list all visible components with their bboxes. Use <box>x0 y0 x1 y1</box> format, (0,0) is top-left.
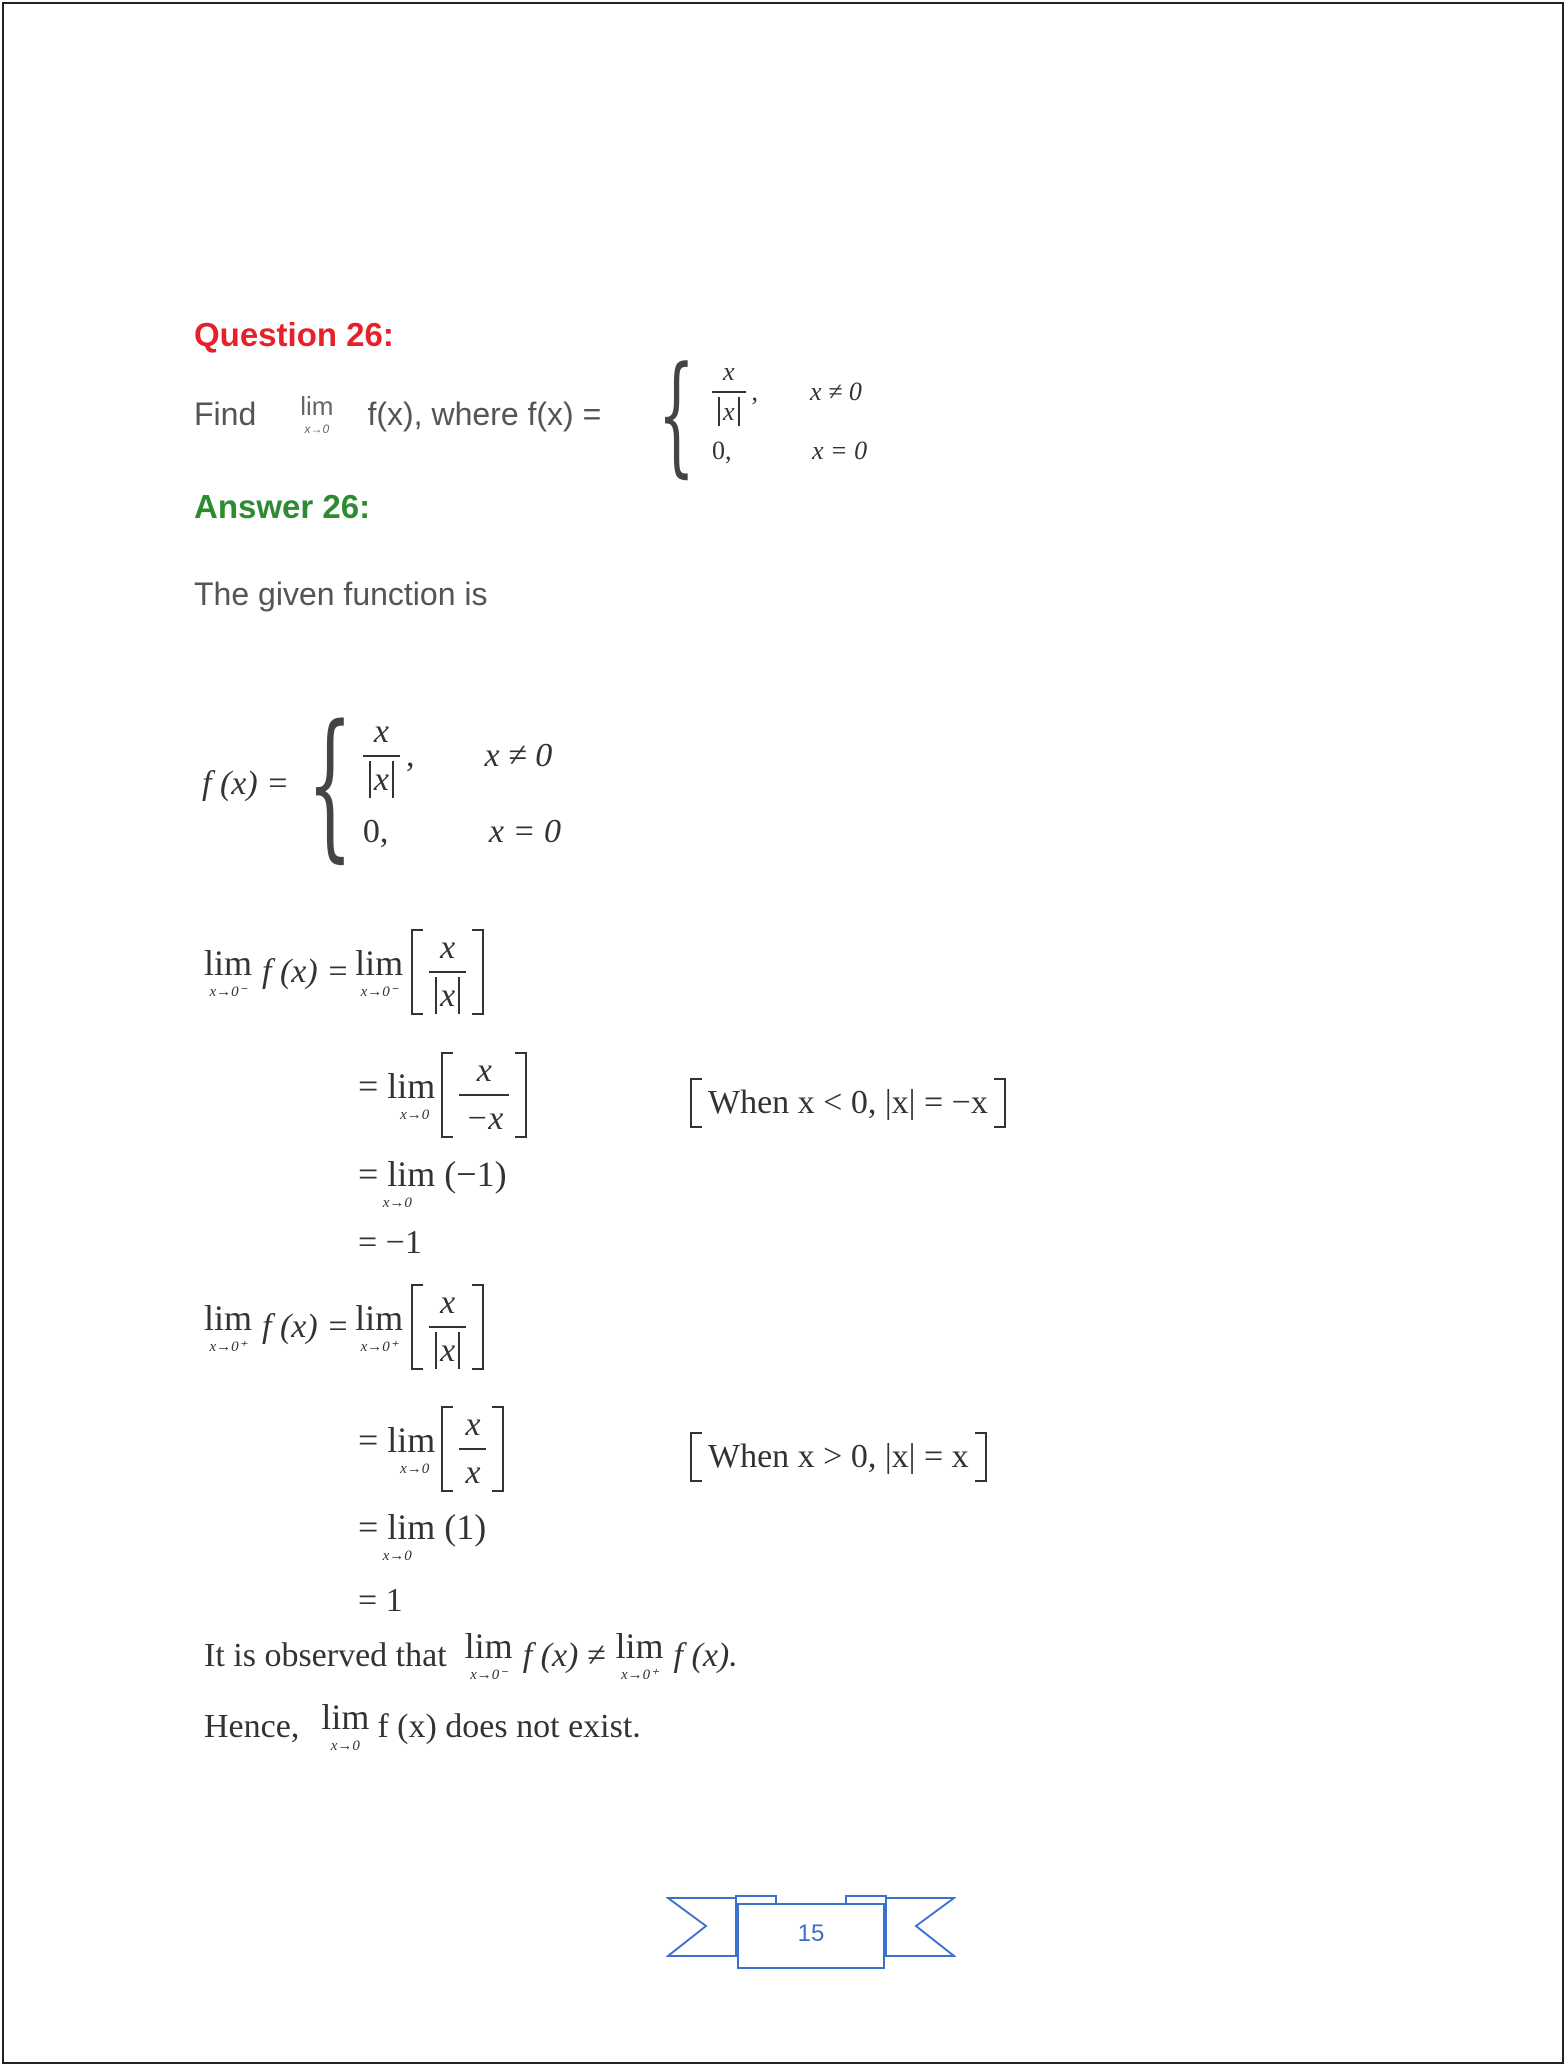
cases-rows <box>363 708 561 860</box>
fraction-numerator: x <box>465 1406 481 1443</box>
lim-word: lim <box>204 1297 253 1338</box>
lim-word: lim <box>300 391 334 421</box>
page-number: 15 <box>797 1920 825 1947</box>
left-brace: { <box>658 338 696 490</box>
fraction-denominator: x <box>459 1448 486 1492</box>
right-limit-line-1 <box>204 1284 484 1370</box>
function-definition-text: f(x), where f(x) = <box>367 395 602 432</box>
absolute-value: x <box>435 1332 460 1369</box>
lim-word: = lim <box>358 1065 436 1106</box>
lim-subscript: x→0 <box>304 422 330 436</box>
case-row-1: $\frac{x}{x}$ , x ≠ 0 <box>363 708 561 804</box>
fraction-denominator <box>363 755 400 799</box>
left-brace: { <box>307 690 353 877</box>
lim-subscript: x→0 <box>330 1738 360 1754</box>
page-number-ribbon <box>666 1886 956 1972</box>
right-limit-lhs <box>204 1297 253 1355</box>
fraction-denominator <box>429 1326 466 1370</box>
fraction <box>459 1406 486 1492</box>
lim-subscript: x→0⁻ <box>470 1667 508 1683</box>
observation-limit-left <box>465 1628 513 1683</box>
fraction-numerator: x <box>373 713 390 750</box>
lim-word: lim <box>464 1626 513 1666</box>
left-limit-note <box>690 1078 1006 1128</box>
question-piecewise <box>635 338 868 490</box>
lim-subscript: x→0⁺ <box>621 1667 659 1683</box>
lim-subscript: x→0⁻ <box>360 983 398 1000</box>
step-limit <box>358 1419 436 1477</box>
case-condition-1: x ≠ 0 <box>484 737 553 774</box>
case-value-2: 0, <box>712 436 732 465</box>
case-condition-2: x = 0 <box>488 813 561 850</box>
lim-subscript: x→0 <box>382 1195 412 1211</box>
lim-word: lim <box>355 1297 404 1338</box>
left-limit-result: = −1 <box>358 1224 422 1261</box>
fraction-denominator <box>712 391 746 427</box>
case-fraction <box>363 713 400 799</box>
lim-word: lim <box>321 1697 370 1737</box>
find-label: Find <box>194 395 257 432</box>
case-row-1: $\frac{x}{x}$ , x ≠ 0 <box>712 355 867 429</box>
fraction <box>429 929 466 1015</box>
lim-subscript: x→0 <box>400 1106 430 1123</box>
right-limit-rhs <box>355 1297 404 1355</box>
intro-text: The given function is <box>194 576 488 612</box>
step-limit <box>358 1509 486 1564</box>
observation-text: It is observed that <box>204 1636 447 1674</box>
lim-word: lim <box>615 1626 664 1666</box>
lim-subscript: x→0⁻ <box>209 983 247 1000</box>
fraction-denominator <box>429 971 466 1015</box>
question-statement <box>194 339 867 489</box>
observation-line <box>204 1628 738 1683</box>
cases-rows <box>712 355 867 473</box>
case-condition-1: x ≠ 0 <box>810 377 862 406</box>
conclusion-line <box>204 1699 641 1754</box>
absolute-value: x <box>718 397 740 426</box>
lim-subscript: x→0⁺ <box>360 1338 398 1355</box>
right-limit-line-3 <box>358 1509 486 1564</box>
left-limit-rhs <box>355 942 404 1000</box>
lim-word: = lim <box>358 1419 436 1460</box>
fraction-numerator: x <box>476 1052 492 1089</box>
right-limit-note <box>690 1432 987 1482</box>
note-text: When x > 0, |x| = x <box>708 1438 969 1475</box>
lim-expression: = lim (1) <box>358 1507 487 1547</box>
left-limit-line-3 <box>358 1156 507 1211</box>
bracket-group <box>411 929 484 1015</box>
case-condition-2: x = 0 <box>812 436 868 465</box>
right-limit-result: = 1 <box>358 1582 403 1619</box>
bracket-group <box>411 1284 484 1370</box>
observation-limit-right <box>616 1628 664 1683</box>
step-limit <box>358 1065 436 1123</box>
conclusion-text: f (x) does not exist. <box>377 1707 641 1745</box>
absolute-value: x <box>435 977 460 1014</box>
step-limit <box>358 1156 507 1211</box>
case-fraction <box>712 357 746 427</box>
absolute-value: x <box>369 761 394 798</box>
note-text: When x < 0, |x| = −x <box>708 1084 988 1121</box>
fx-equals: f (x) = <box>262 1308 350 1345</box>
fraction-numerator: x <box>440 1284 456 1321</box>
fraction-numerator: x <box>723 357 735 386</box>
lim-expression: = lim (−1) <box>358 1154 507 1194</box>
question-limit <box>300 393 333 435</box>
left-limit-lhs <box>204 942 253 1000</box>
note-bracket <box>690 1078 1006 1128</box>
case-row-2 <box>363 804 561 860</box>
answer-piecewise <box>202 690 561 877</box>
fraction <box>429 1284 466 1370</box>
page <box>2 2 1564 2064</box>
conclusion-limit <box>321 1699 369 1754</box>
fraction-denominator: −x <box>459 1094 509 1138</box>
note-bracket <box>690 1432 987 1482</box>
lim-subscript: x→0 <box>400 1460 430 1477</box>
fraction <box>459 1052 509 1138</box>
lim-subscript: x→0⁺ <box>209 1338 247 1355</box>
lim-word: lim <box>355 942 404 983</box>
left-limit-line-1 <box>204 929 484 1015</box>
bracket-group <box>441 1406 504 1492</box>
observation-end: f (x). <box>673 1636 738 1674</box>
right-limit-line-2 <box>358 1406 504 1492</box>
fraction-numerator: x <box>440 929 456 966</box>
lim-word: lim <box>204 942 253 983</box>
answer-heading: Answer 26: <box>194 488 371 525</box>
lim-subscript: x→0 <box>382 1548 412 1564</box>
bracket-group <box>441 1052 527 1138</box>
observation-not-equal: f (x) ≠ <box>522 1636 606 1674</box>
question-heading: Question 26: <box>194 316 394 353</box>
function-label: f (x) = <box>202 765 290 802</box>
fx-equals: f (x) = <box>262 953 350 990</box>
left-limit-line-2 <box>358 1052 527 1138</box>
case-row-2 <box>712 429 867 473</box>
case-value-2: 0, <box>362 813 389 850</box>
hence-text: Hence, <box>204 1707 300 1745</box>
